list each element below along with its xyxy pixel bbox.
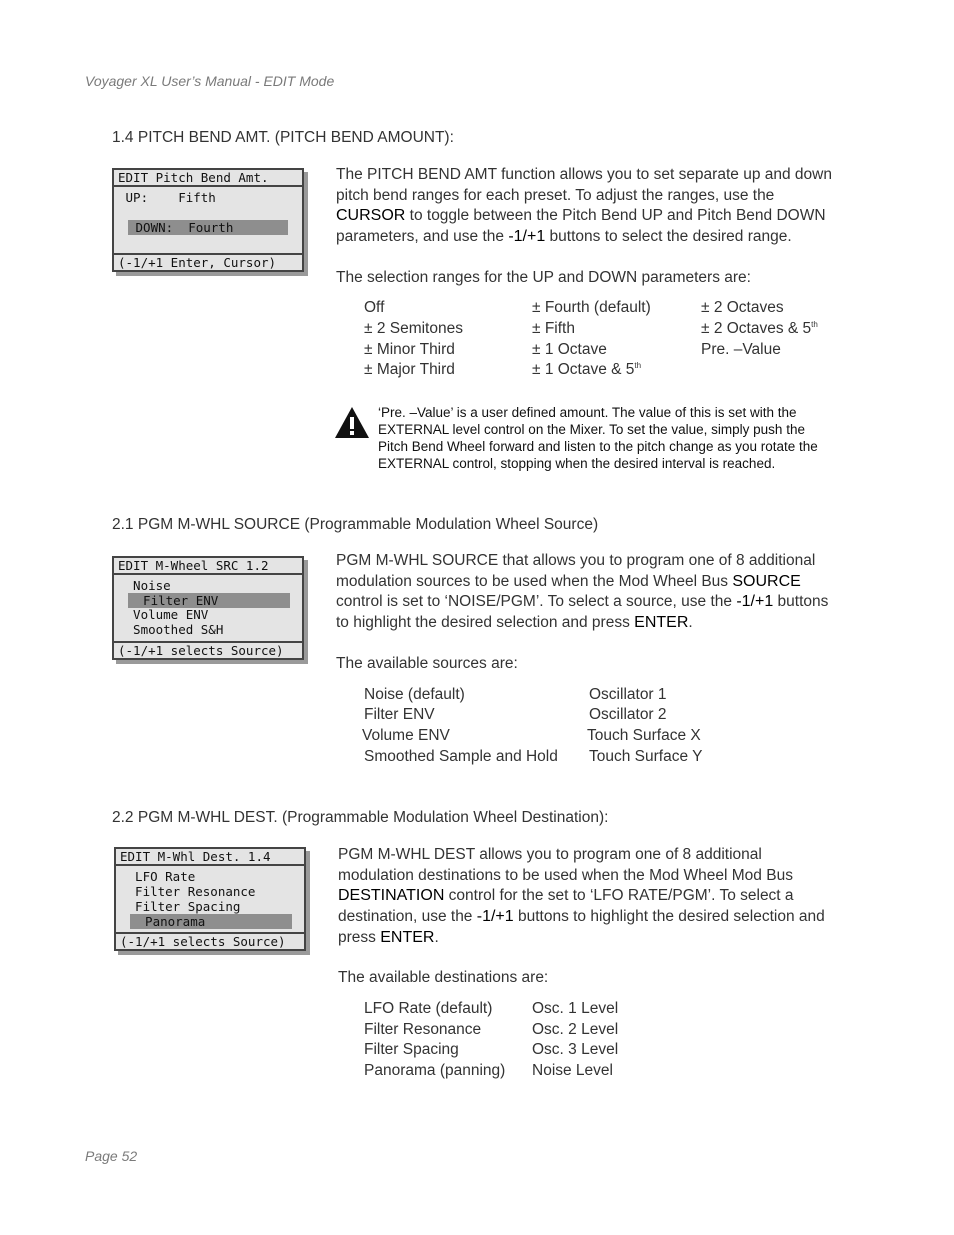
source-option: Touch Surface X — [587, 727, 701, 744]
destination-option: Noise Level — [532, 1062, 613, 1079]
source-option: Oscillator 2 — [589, 706, 667, 723]
destination-option: LFO Rate (default) — [364, 1000, 493, 1017]
lcd-line: Volume ENV — [118, 607, 209, 622]
section-title-mwhl-source: 2.1 PGM M-WHL SOURCE (Programmable Modulation Wheel Source) — [112, 516, 599, 533]
lcd-title-bar: EDIT M-Whl Dest. 1.4 — [116, 849, 304, 866]
lcd-mwheel-source — [112, 556, 304, 660]
range-option: ± 2 Semitones — [364, 320, 463, 337]
source-option: Filter ENV — [364, 706, 435, 723]
range-option: ± Major Third — [364, 361, 455, 378]
paragraph-mwhl-source: PGM M-WHL SOURCE that allows you to program one of 8 additional modulation sources to be used when the Mod Wheel Bus SOURCE control is set to ‘NOISE/PGM’. To select a source, use the -1/+1 buttons to highlight the desired selection and press ENTER. — [336, 552, 829, 632]
source-option: Oscillator 1 — [589, 686, 667, 703]
paragraph-pitch-bend: The PITCH BEND AMT function allows you to set separate up and down pitch bend ranges for each preset. To adjust the ranges, use the CURSOR to toggle between the Pitch Bend UP and Pitch Bend DOWN parameters, and use the -1/+1 buttons to select the desired range. — [336, 166, 832, 246]
range-option: Off — [364, 299, 385, 316]
lcd-mwheel-dest — [114, 847, 306, 951]
source-option: Smoothed Sample and Hold — [364, 748, 558, 765]
lcd-line-up: UP: Fifth — [118, 190, 216, 205]
destination-option: Osc. 1 Level — [532, 1000, 619, 1017]
destination-option: Osc. 3 Level — [532, 1041, 619, 1058]
destination-option: Osc. 2 Level — [532, 1021, 619, 1038]
range-option: ± Fourth (default) — [532, 299, 651, 316]
lcd-hint-bar: (-1/+1 Enter, Cursor) — [114, 253, 302, 270]
destination-option: Filter Spacing — [364, 1041, 459, 1058]
lcd-line: LFO Rate — [120, 869, 196, 884]
paragraph-sources-intro: The available sources are: — [336, 655, 518, 672]
lcd-hint-bar: (-1/+1 selects Source) — [116, 932, 304, 949]
paragraph-mwhl-dest: PGM M-WHL DEST allows you to program one of 8 additional modulation destinations to be used when the Mod Wheel Mod Bus DESTINATION control for the set to ‘LFO RATE/PGM’. To select a destination, use the -1/+1 buttons to highlight the desired selection and press ENTER. — [338, 846, 825, 946]
lcd-title-bar: EDIT M-Wheel SRC 1.2 — [114, 558, 302, 575]
range-option: ± 2 Octaves & 5th — [701, 320, 818, 337]
range-option: ± Fifth — [532, 320, 575, 337]
lcd-hint-bar: (-1/+1 selects Source) — [114, 641, 302, 658]
destination-option: Filter Resonance — [364, 1021, 482, 1038]
range-option: ± 1 Octave — [532, 341, 607, 358]
paragraph-destinations-intro: The available destinations are: — [338, 969, 549, 986]
source-option: Touch Surface Y — [589, 748, 703, 765]
range-option: ± 1 Octave & 5th — [532, 361, 642, 378]
warning-icon — [334, 406, 370, 439]
lcd-line-selected: Filter ENV — [128, 593, 294, 608]
lcd-line-down-selected: DOWN: Fourth — [128, 220, 287, 235]
source-option: Noise (default) — [364, 686, 465, 703]
source-option: Volume ENV — [362, 727, 450, 744]
section-title-mwhl-dest: 2.2 PGM M-WHL DEST. (Programmable Modulation Wheel Destination): — [112, 809, 609, 826]
lcd-line-selected: Panorama — [130, 914, 296, 929]
page-header: Voyager XL User’s Manual - EDIT Mode — [85, 73, 335, 89]
range-option: ± 2 Octaves — [701, 299, 784, 316]
destination-option: Panorama (panning) — [364, 1062, 506, 1079]
section-title-pitch-bend: 1.4 PITCH BEND AMT. (PITCH BEND AMOUNT): — [112, 129, 454, 146]
lcd-line: Filter Spacing — [120, 899, 241, 914]
range-option: Pre. –Value — [701, 341, 781, 358]
warning-note: ‘Pre. –Value’ is a user defined amount. The value of this is set with the EXTERNAL level control on the Mixer. To set the value, simply push the Pitch Bend Wheel forward and listen to the pitch change as you rotate the EXTERNAL control, stopping when the desired interval is reached. — [378, 405, 818, 471]
range-option: ± Minor Third — [364, 341, 455, 358]
lcd-title-bar: EDIT Pitch Bend Amt. — [114, 170, 302, 187]
page-number: Page 52 — [85, 1148, 138, 1164]
lcd-line: Noise — [118, 578, 171, 593]
lcd-line: Filter Resonance — [120, 884, 256, 899]
lcd-pitch-bend — [112, 168, 304, 272]
lcd-line: Smoothed S&H — [118, 622, 224, 637]
paragraph-ranges-intro: The selection ranges for the UP and DOWN parameters are: — [336, 269, 751, 286]
